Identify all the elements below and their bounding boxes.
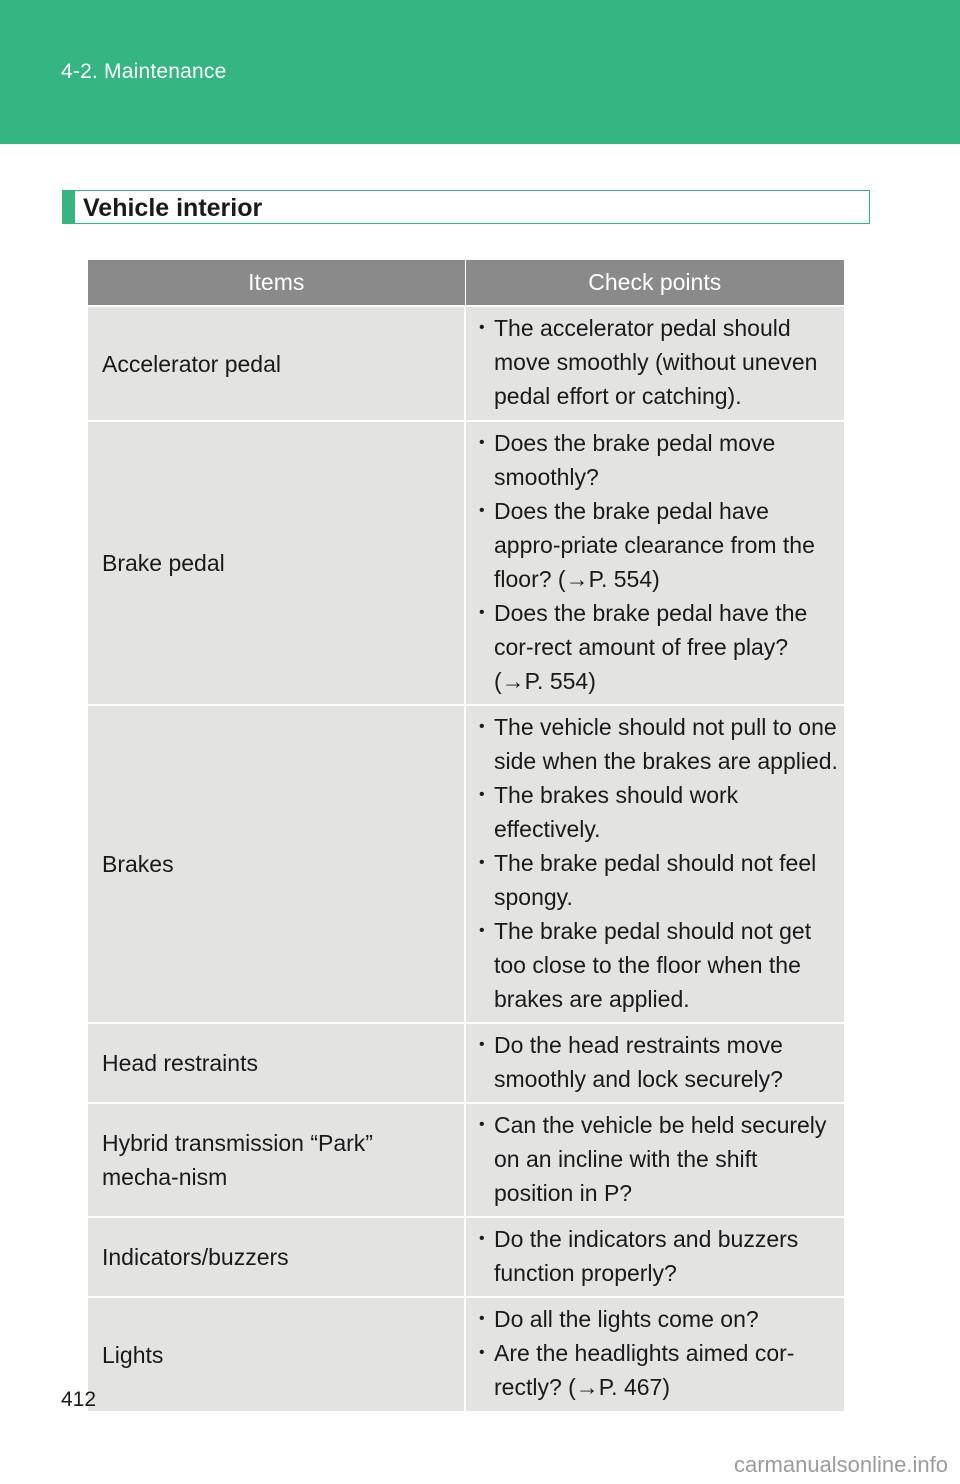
points-cell: [465, 705, 844, 1023]
check-point: • Can the vehicle be held securely on an incline with the shift position in P?: [478, 1108, 840, 1210]
item-cell: Head restraints: [88, 1023, 465, 1103]
table-row: [88, 1217, 844, 1297]
item-cell: Brakes: [88, 705, 465, 1023]
item-cell: Accelerator pedal: [88, 306, 465, 421]
header-band: [0, 0, 960, 144]
header-check-points: Check points: [465, 260, 844, 306]
check-point: • Do the head restraints move smoothly and lock securely?: [478, 1028, 840, 1096]
points-cell: [465, 1297, 844, 1411]
check-point: • The brakes should work effectively.: [478, 778, 840, 846]
points-cell: [465, 1103, 844, 1217]
check-point: • Does the brake pedal move smoothly?: [478, 426, 840, 494]
table-row: [88, 1297, 844, 1411]
table-row: [88, 421, 844, 705]
table-row: [88, 1103, 844, 1217]
section-title: Vehicle interior: [83, 194, 263, 222]
watermark: carmanualsonline.info: [733, 1452, 948, 1477]
check-point: • The vehicle should not pull to one side when the brakes are applied.: [478, 710, 840, 778]
section-title-box: [62, 190, 870, 224]
item-cell: Hybrid transmission “Park” mecha-nism: [88, 1103, 465, 1217]
table-header-row: [88, 260, 844, 306]
points-cell: [465, 1217, 844, 1297]
item-cell: Brake pedal: [88, 421, 465, 705]
table-row: [88, 705, 844, 1023]
section-title-accent: [63, 191, 75, 223]
check-table: [88, 260, 844, 1411]
check-point: • Are the headlights aimed cor-rectly? (→P. 467): [478, 1336, 840, 1404]
check-point: • The accelerator pedal should move smoothly (without uneven pedal effort or catching).: [478, 311, 840, 413]
check-point: • The brake pedal should not feel spongy.: [478, 846, 840, 914]
table-row: [88, 1023, 844, 1103]
check-point: • Does the brake pedal have the cor-rect amount of free play? (→P. 554): [478, 596, 840, 698]
item-cell: Indicators/buzzers: [88, 1217, 465, 1297]
header-items: Items: [88, 260, 465, 306]
item-cell: Lights: [88, 1297, 465, 1411]
points-cell: [465, 306, 844, 421]
check-point: • Do the indicators and buzzers function properly?: [478, 1222, 840, 1290]
page-number: 412: [61, 1388, 97, 1411]
points-cell: [465, 1023, 844, 1103]
table-row: [88, 306, 844, 421]
points-cell: [465, 421, 844, 705]
check-point: • Do all the lights come on?: [478, 1302, 840, 1336]
section-label: 4-2. Maintenance: [61, 60, 227, 83]
check-point: • The brake pedal should not get too close to the floor when the brakes are applied.: [478, 914, 840, 1016]
check-point: • Does the brake pedal have appro-priate clearance from the floor? (→P. 554): [478, 494, 840, 596]
